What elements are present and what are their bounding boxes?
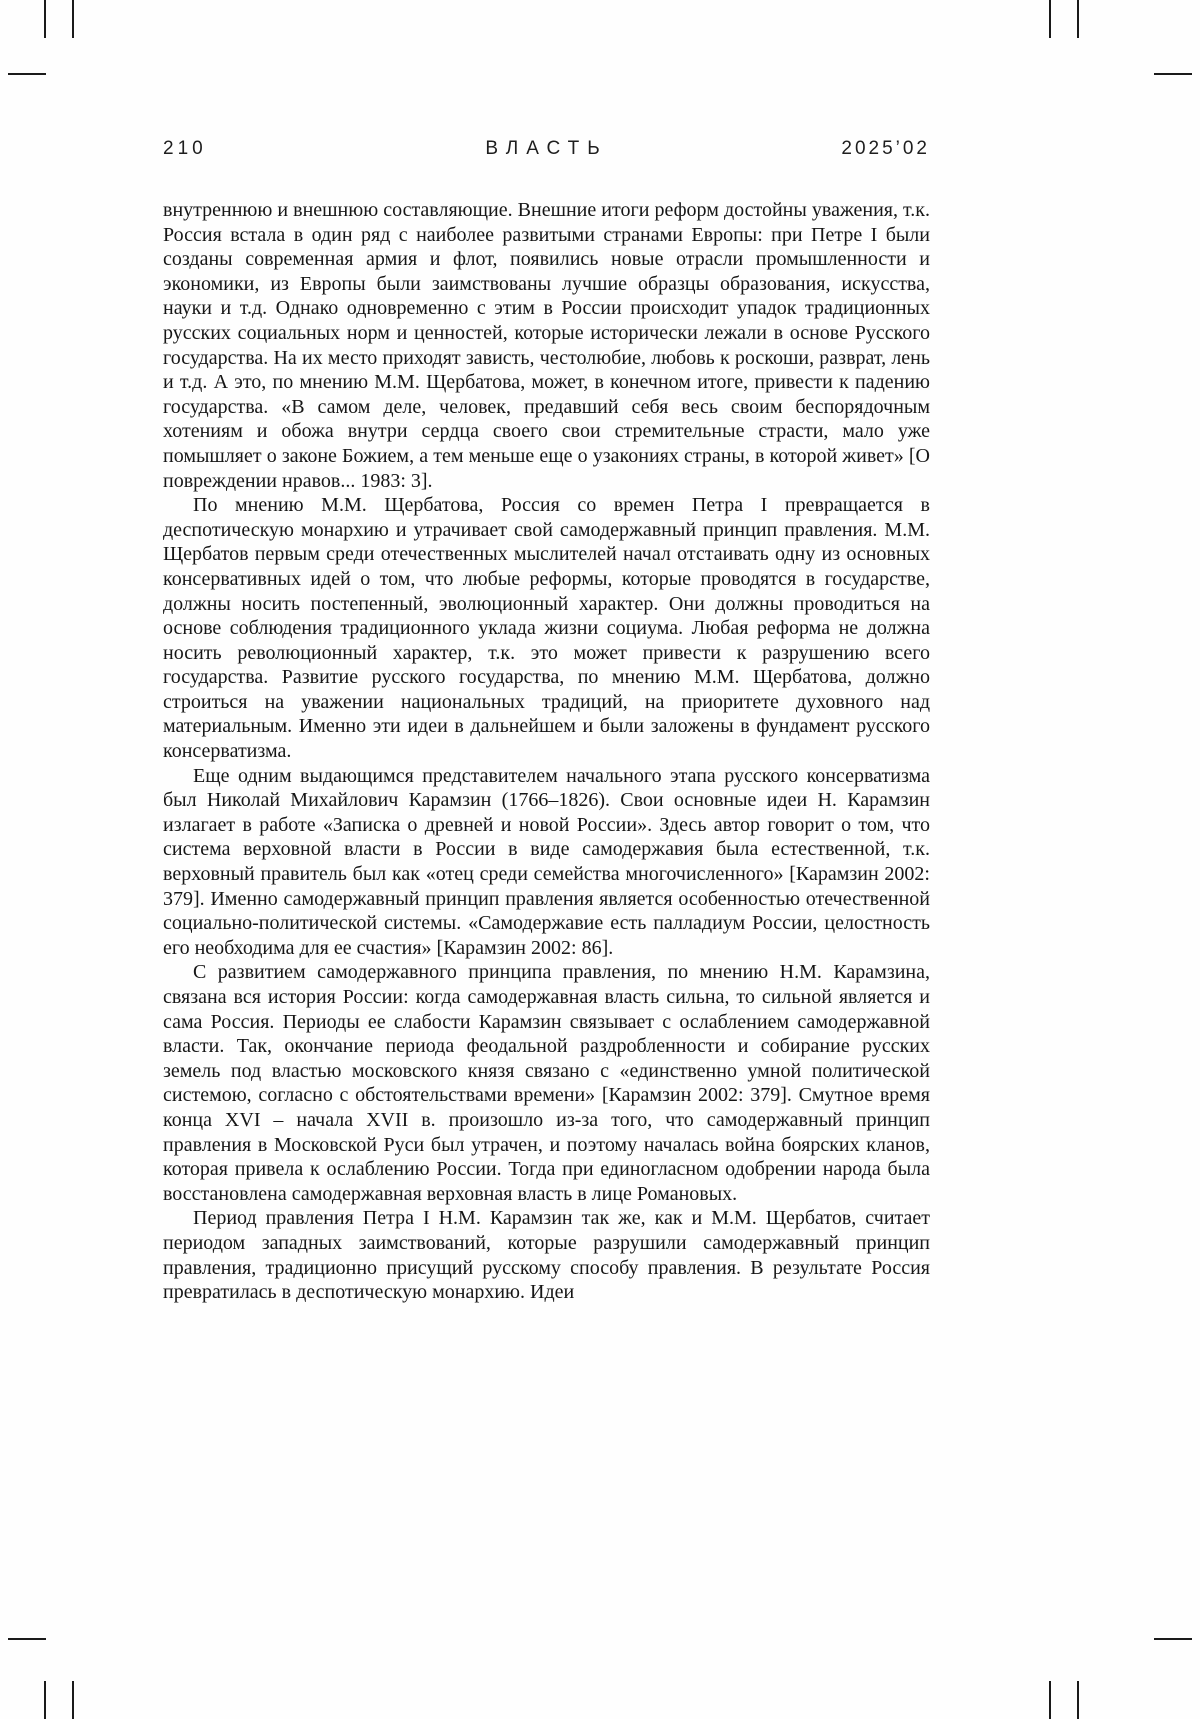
crop-mark — [1049, 1681, 1051, 1719]
issue-number: 2025’02 — [841, 138, 930, 159]
journal-title: ВЛАСТЬ — [485, 138, 608, 159]
paragraph: внутреннюю и внешнюю составляющие. Внешние итоги реформ достойны уважения, т.к. Россия встала в один ряд с наиболее развитыми странами Европы: при Петре I были созданы современная армия и флот, появились новые отрасли промышленности и экономики, из Европы были заимствованы лучшие образцы образования, искусства, науки и т.д. Однако одновременно с этим в России происходит упадок традиционных русских социальных норм и ценностей, которые исторически лежали в основе Русского государства. На их место приходят зависть, честолюбие, любовь к роскоши, разврат, лень и т.д. А это, по мнению М.М. Щербатова, может, в конечном итоге, привести к падению государства. «В самом деле, человек, предавший себя весь своим беспорядочным хотениям и обожа внутри сердца своего свои стремительные страсти, мало уже помышляет о законе Божием, а тем меньше еще о узакониях страны, в которой живет» [О повреждении нравов... 1983: 3]. — [163, 199, 930, 492]
crop-mark — [8, 73, 46, 75]
running-head — [163, 138, 930, 164]
paragraph: Еще одним выдающимся представителем начального этапа русского консерватизма был Николай Михайлович Карамзин (1766–1826). Свои основные идеи Н. Карамзин излагает в работе «Записка о древней и новой России». Здесь автор говорит о том, что система верховной власти в России в виде самодержавия была естественной, т.к. верховный правитель был как «отец среди семейства многочисленного» [Карамзин 2002: 379]. Именно самодержавный принцип правления является особенностью отечественной социально-политической системы. «Самодержавие есть палладиум России, целостность его необходима для ее счастия» [Карамзин 2002: 86]. — [163, 764, 930, 959]
crop-mark — [1049, 0, 1051, 38]
crop-mark — [1077, 1681, 1079, 1719]
paragraph: С развитием самодержавного принципа правления, по мнению Н.М. Карамзина, связана вся история России: когда самодержавная власть сильна, то сильной является и сама Россия. Периоды ее слабости Карамзин связывает с ослаблением самодержавной власти. Так, окончание периода феодальной раздробленности и собирание русских земель под властью московского князя связано с «единственно умной политической системою, согласно с обстоятельствами времени» [Карамзин 2002: 379]. Смутное время конца XVI – начала XVII в. произошло из-за того, что самодержавный принцип правления в Московской Руси был утрачен, и поэтому началась война боярских кланов, которая привела к ослаблению России. Тогда при единогласном одобрении народа была восстановлена самодержавная верховная власть в лице Романовых. — [163, 961, 930, 1205]
crop-mark — [44, 0, 46, 38]
page-number: 210 — [163, 138, 207, 159]
paragraph: По мнению М.М. Щербатова, Россия со времен Петра I превращается в деспотическую монархию и утрачивает свой самодержавный принцип правления. М.М. Щербатов первым среди отечественных мыслителей начал отстаивать одну из основных консервативных идей о том, что любые реформы, которые проводятся в государстве, должны носить постепенный, эволюционный характер. Они должны проводиться на основе соблюдения традиционного уклада жизни социума. Любая реформа не должна носить революционный характер, т.к. это может привести к разрушению всего государства. Развитие русского государства, по мнению М.М. Щербатова, должно строиться на уважении национальных традиций, на приоритете духовного над материальным. Именно эти идеи в дальнейшем и были заложены в фундамент русского консерватизма. — [163, 494, 930, 763]
crop-mark — [1077, 0, 1079, 38]
paragraph: Период правления Петра I Н.М. Карамзин так же, как и М.М. Щербатов, считает периодом западных заимствований, которые разрушили самодержавный принцип правления, традиционно присущий русскому способу правления. В результате Россия превратилась в деспотическую монархию. Идеи — [163, 1207, 930, 1304]
crop-mark — [8, 1638, 46, 1640]
crop-mark — [1154, 73, 1192, 75]
crop-mark — [72, 1681, 74, 1719]
crop-mark — [1154, 1638, 1192, 1640]
article-body — [163, 198, 930, 1305]
crop-mark — [44, 1681, 46, 1719]
crop-mark — [72, 0, 74, 38]
